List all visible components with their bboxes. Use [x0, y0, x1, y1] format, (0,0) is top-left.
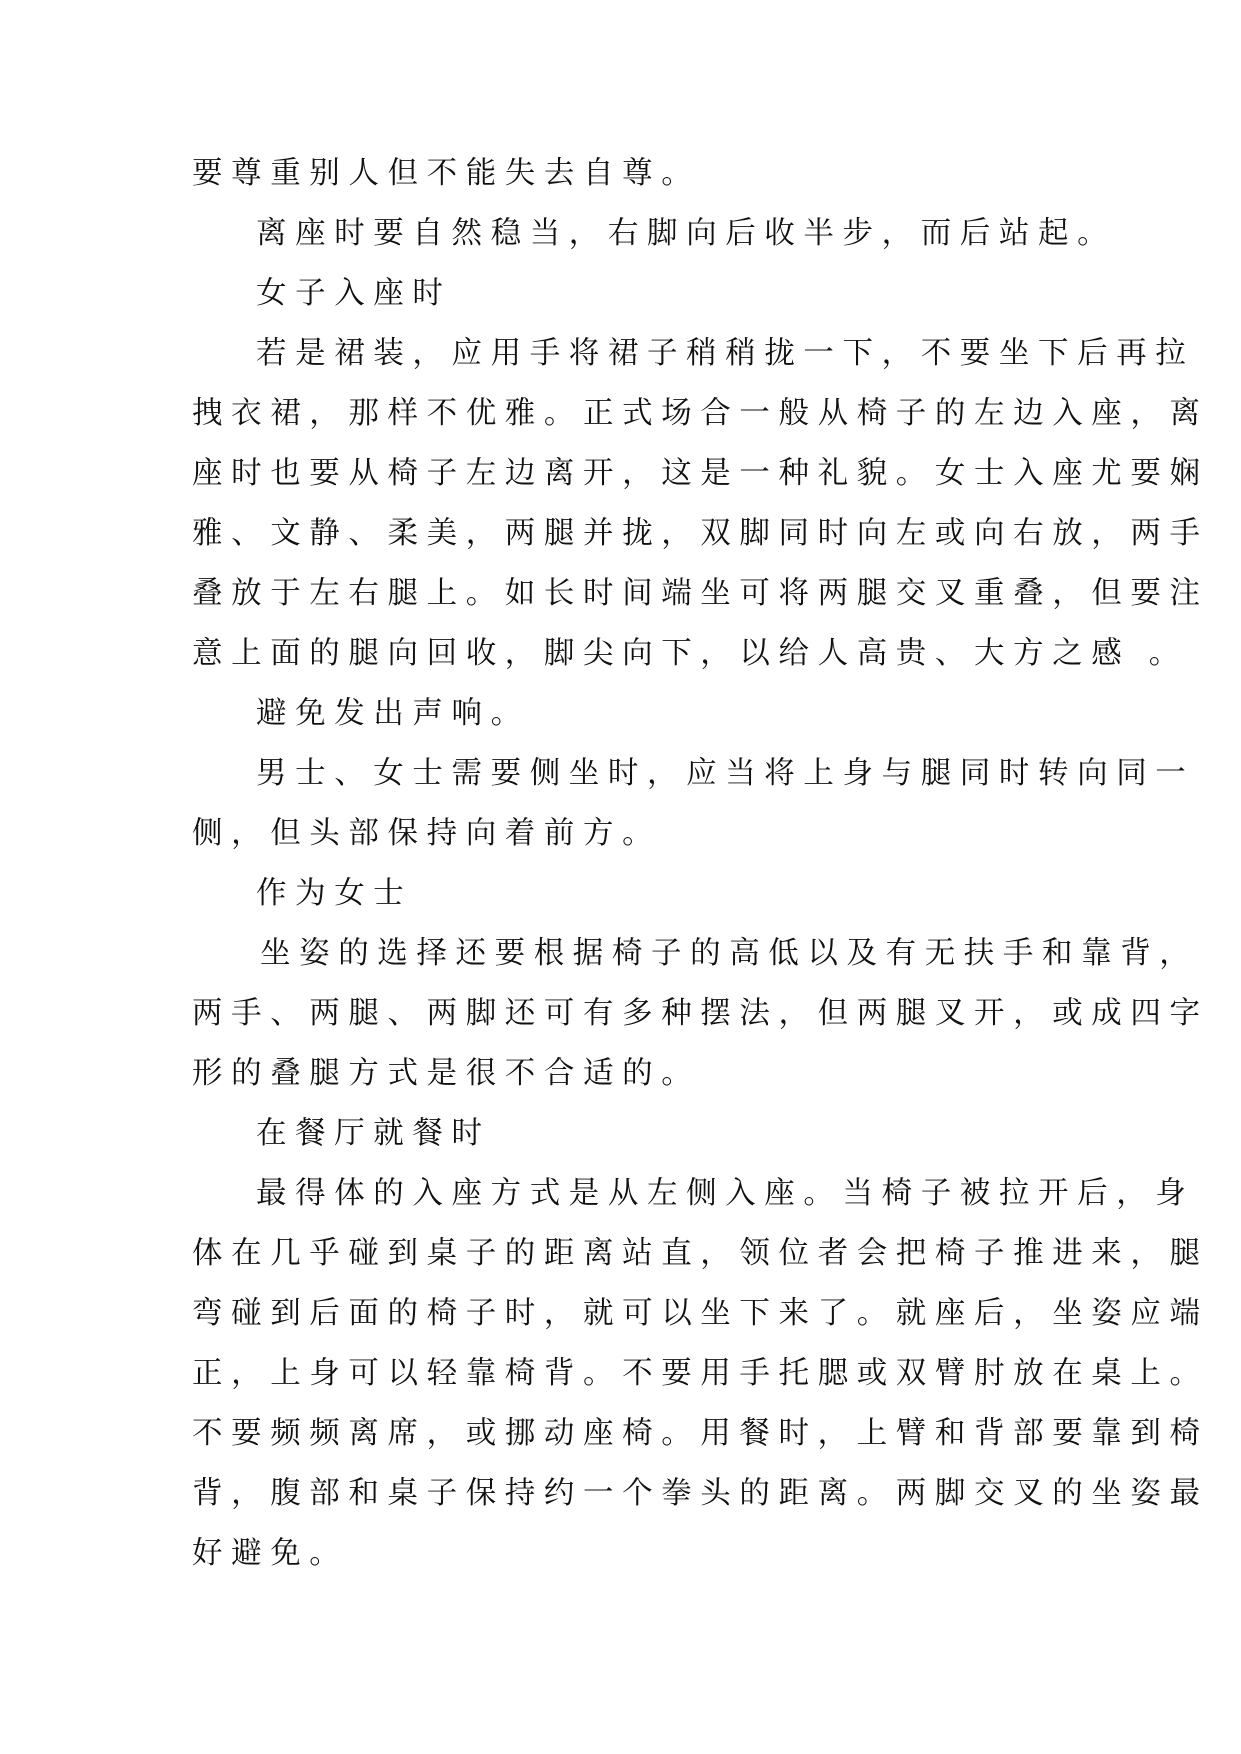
text-line: 离座时要自然稳当，右脚向后收半步，而后站起。	[256, 216, 1117, 251]
text-line: 好避免。	[192, 1536, 349, 1571]
text-line: 男士、女士需要侧坐时，应当将上身与腿同时转向同一	[256, 756, 1195, 791]
text-line: 要尊重别人但不能失去自尊。	[192, 156, 701, 191]
text-line: 形的叠腿方式是很不合适的。	[192, 1056, 701, 1091]
section-heading: 在餐厅就餐时	[256, 1116, 491, 1151]
section-heading: 作为女士	[256, 876, 413, 911]
text-line: 两手、两腿、两脚还可有多种摆法，但两腿叉开，或成四字	[192, 996, 1209, 1031]
text-line: 座时也要从椅子左边离开，这是一种礼貌。女士入座尤要娴	[192, 456, 1209, 491]
text-line: 弯碰到后面的椅子时，就可以坐下来了。就座后，坐姿应端	[192, 1296, 1209, 1331]
section-heading: 女子入座时	[256, 276, 452, 311]
text-line: 叠放于左右腿上。如长时间端坐可将两腿交叉重叠，但要注	[192, 576, 1209, 611]
text-line: 最得体的入座方式是从左侧入座。当椅子被拉开后，身	[256, 1176, 1195, 1211]
text-line: 侧，但头部保持向着前方。	[192, 816, 662, 851]
text-line: 意上面的腿向回收，脚尖向下，以给人高贵、大方之感 。	[192, 636, 1188, 671]
text-line: 拽衣裙，那样不优雅。正式场合一般从椅子的左边入座，离	[192, 396, 1209, 431]
text-line: 正，上身可以轻靠椅背。不要用手托腮或双臂肘放在桌上。	[192, 1356, 1209, 1391]
text-line: 体在几乎碰到桌子的距离站直，领位者会把椅子推进来，腿	[192, 1236, 1209, 1271]
text-line: 避免发出声响。	[256, 696, 530, 731]
text-line: 坐姿的选择还要根据椅子的高低以及有无扶手和靠背，	[260, 936, 1199, 971]
text-line: 背，腹部和桌子保持约一个拳头的距离。两脚交叉的坐姿最	[192, 1476, 1209, 1511]
text-line: 不要频频离席，或挪动座椅。用餐时，上臂和背部要靠到椅	[192, 1416, 1209, 1451]
text-line: 雅、文静、柔美，两腿并拢，双脚同时向左或向右放，两手	[192, 516, 1209, 551]
text-line: 若是裙装，应用手将裙子稍稍拢一下，不要坐下后再拉	[256, 336, 1195, 371]
